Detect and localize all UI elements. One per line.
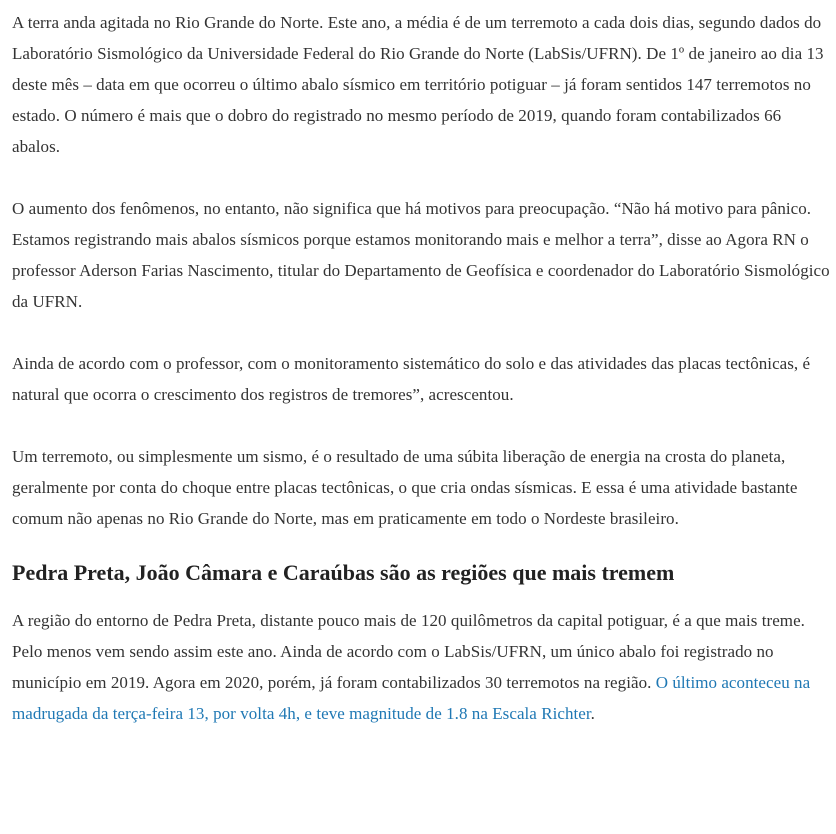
paragraph-5-end: .	[590, 704, 595, 723]
article-paragraph-1: A terra anda agitada no Rio Grande do Norte. Este ano, a média é de um terremoto a cada dois dias, segundo dados do Laboratório Sismológico da Universidade Federal do Rio Grande do Norte (LabSis/UFRN). De 1º de janeiro ao dia 13 deste mês – data em que ocorreu o último abalo sísmico em território potiguar – já foram sentidos 147 terremotos no estado. O número é mais que o dobro do registrado no mesmo período de 2019, quando foram contabilizados 66 abalos.	[12, 13, 824, 156]
article-paragraph-2: O aumento dos fenômenos, no entanto, não significa que há motivos para preocupação. “Não há motivo para pânico. Estamos registrando mais abalos sísmicos porque estamos monitorando mais e melhor a terra”, disse ao Agora RN o professor Aderson Farias Nascimento, titular do Departamento de Geofísica e coordenador do Laboratório Sismológico da UFRN.	[12, 199, 830, 311]
article-paragraph-3: Ainda de acordo com o professor, com o monitoramento sistemático do solo e das atividades das placas tectônicas, é natural que ocorra o crescimento dos registros de tremores”, acrescentou.	[12, 354, 811, 404]
article-paragraph-4: Um terremoto, ou simplesmente um sismo, é o resultado de uma súbita liberação de energia na crosta do planeta, geralmente por conta do choque entre placas tectônicas, o que cria ondas sísmicas. E essa é uma atividade bastante comum não apenas no Rio Grande do Norte, mas em praticamente em todo o Nordeste brasileiro.	[12, 447, 798, 528]
article-subheading: Pedra Preta, João Câmara e Caraúbas são as regiões que mais tremem	[12, 560, 675, 585]
article-paragraph-5	[12, 605, 830, 729]
article-body	[12, 7, 830, 729]
paragraph-5-text: A região do entorno de Pedra Preta, distante pouco mais de 120 quilômetros da capital potiguar, é a que mais treme. Pelo menos vem sendo assim este ano. Ainda de acordo com o LabSis/UFRN, um único abalo foi registrado no município em 2019. Agora em 2020, porém, já foram contabilizados 30 terremotos na região.	[12, 611, 805, 692]
related-article-link[interactable]: O último aconteceu na madrugada da terça-feira 13, por volta 4h, e teve magnitude de 1.8 na Escala Richter	[12, 673, 811, 723]
